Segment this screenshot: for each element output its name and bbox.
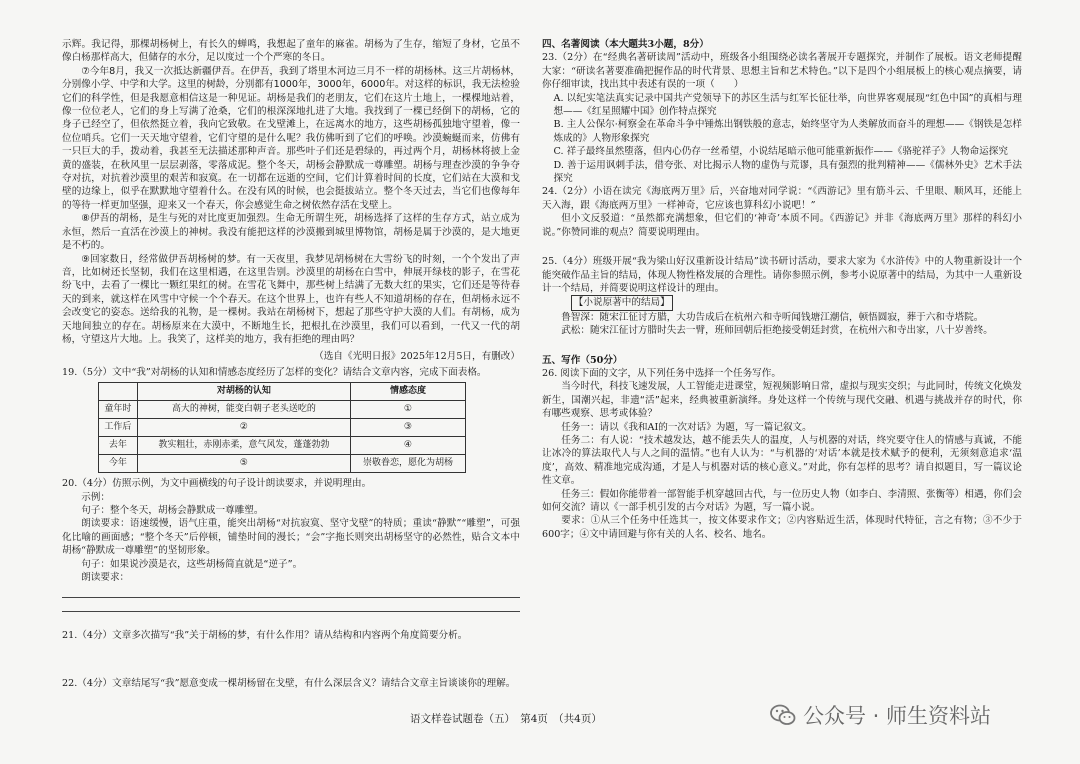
- section-heading: 四、名著阅读（本大题共3小题，8分）: [542, 39, 709, 50]
- section-heading: 五、写作（50分）: [542, 354, 623, 366]
- ending-lu-zhishen: 鲁智深：随宋江征讨方腊，大功告成后在杭州六和寺听闻钱塘江潮信，顿悟圆寂，葬于六和寺塔院。: [561, 311, 984, 323]
- question-21: 21.（4分）文章多次描写“我”关于胡杨的梦，有什么作用？请从结构和内容两个角度简要分析。: [62, 630, 468, 642]
- question-20: 20.（4分）仿照示例，为文中画横线的句子设计朗读要求，并说明理由。: [62, 478, 372, 490]
- example-requirement: 朗读要求：语速缓慢，语气庄重，能突出胡杨“对抗寂寞、坚守戈壁”的特质；重读“静默”“雕塑”，可强化比喻的画面感；“整个冬天”后停顿，铺垫时间的漫长；“会”字拖长则突出胡杨坚守的必然性，贴合文本中胡杨“静默成一尊雕塑”的坚韧形象。: [62, 518, 520, 557]
- writing-prompt: 当今时代，科技飞速发展，人工智能走进课堂，短视频影响日常，虚拟与现实交织；与此同时，传统文化焕发新生，国潮兴起，非遗“活”起来，经典被重新演绎。身处这样一个传统与现代交融、机遇与挑战并存的时代，你有哪些观察、思考或体验？: [542, 381, 1022, 420]
- page-footer: 语文样卷试题卷（五） 第4页 （共4页）: [410, 713, 602, 725]
- table-row: [99, 455, 466, 473]
- answer-line[interactable]: [62, 599, 520, 612]
- question-24-continued: 但小文反驳道：“虽然都充满想象，但它们的‘神奇’本质不同。《西游记》并非《海底两万里》那样的科幻小说。”你赞同谁的观点？简要说明理由。: [542, 213, 1022, 238]
- passage-paragraph: 示辉。我记得，那棵胡杨树上，有长久的蝉鸣，我想起了童年的麻雀。胡杨为了生存，缩短了身材，它虽不像白杨那样高大，但储存的水分，足以度过一个个严寒的冬日。: [62, 39, 520, 64]
- table-cell: 教实粗壮，赤刚赤柔，意气风发，蓬蓬勃勃: [137, 437, 350, 455]
- question-22: 22.（4分）文章结尾写“我”愿意变成一棵胡杨留在戈壁，有什么深层含义？请结合文章主旨谈谈你的理解。: [62, 677, 516, 689]
- table-cell: 工作后: [99, 419, 138, 437]
- passage-source: （选自《光明日报》2025年12月5日，有删改）: [314, 351, 520, 363]
- table-row: [99, 401, 466, 419]
- table-cell: ③: [350, 419, 465, 437]
- table-cell: 崇敬眷恋，愿化为胡杨: [350, 455, 465, 473]
- passage-paragraph: ⑧伊吾的胡杨，是生与死的对比度更加强烈。生命无所谓生死，胡杨选择了这样的生存方式，站立成为永恒，然后一直活在沙漠上的神树。我没有能把这样的沙漠搬到城里博物馆，胡杨是属于沙漠的，是大地更是不朽的。: [62, 213, 520, 252]
- table-cell: ①: [350, 401, 465, 419]
- task-one: 任务一：请以《我和AI的一次对话》为题，写一篇记叙文。: [561, 421, 812, 433]
- table-row: [99, 437, 466, 455]
- task-two: 任务二：有人说：“技术越发达，越不能丢失人的温度，人与机器的对话，终究要守住人的情感与真诚，不能让冰冷的算法取代人与人之间的温情。”也有人认为：“与机器的‘对话’本就是技术赋予的便利，无须刻意追求‘温度’，高效、精准地完成沟通，才是人与机器对话的核心意义。”对此，你有怎样的思考？请自拟题目，写一篇议论性文章。: [542, 434, 1022, 487]
- table-cell: 童年时: [99, 401, 138, 419]
- option-c: C. 祥子最终虽然堕落，但内心仍存一丝希望，小说结尾暗示他可能重新振作——《骆驼祥子》人物命运探究: [553, 146, 1008, 158]
- passage-paragraph: ⑨回家数日，经常做伊吾胡杨树的梦。有一天夜里，我梦见胡杨树在大雪纷飞的时刻，一个个发出了声音，比如树还长坚韧，我们在这里相遇，在这里告别。沙漠里的胡杨在白雪中，伸展开绿枝的影子，在雪花纷飞中，去看了一棵比一颗红果红的树。在雪花飞舞中，那些树上结满了无数大红的果实，它们还是等待春天的到来，就这样在风雪中守候一个个春天。在这个世界上，也许有些人不知道胡杨的存在，但胡杨永远不会改变它的姿态。送给我的礼物，是一棵树。我站在胡杨树下，想起了那些守护大漠的人们。有胡杨，成为天地间独立的存在。胡杨原来在大漠中，不断地生长，把根扎在沙漠里，我们可以看到，一代又一代的胡杨，守望这片大地。上。我笑了，这样美的地方，我有拒绝的理由吗？: [62, 253, 520, 345]
- answer-label: 朗读要求：: [81, 572, 130, 583]
- right-column: [542, 38, 1022, 541]
- question-23: 23.（2分）在“经典名著研读周”活动中，班级各小组围绕必读名著展开专题探究，并制作了展板。语文老师提醒大家：“研读名著要准确把握作品的时代背景、思想主旨和艺术特色。”以下是四个小组展板上的核心观点摘要，请你仔细审读，找出其中表述有误的一项（ ）: [542, 52, 1022, 91]
- original-ending-label: 【小说原著中的结局】: [571, 295, 673, 310]
- watermark: [770, 700, 991, 730]
- table-row: [99, 419, 466, 437]
- answer-line[interactable]: [62, 585, 520, 598]
- table-cell: 今年: [99, 455, 138, 473]
- writing-requirements: 要求：①从三个任务中任选其一，按文体要求作文；②内容贴近生活，体现时代特征，言之有物；③不少于600字；④文中请回避与你有关的人名、校名、地名。: [542, 515, 1022, 540]
- ending-wu-song: 武松：随宋江征讨方腊时失去一臂，班师回朝后拒绝接受朝廷封赏，在杭州六和寺出家，八十岁善终。: [561, 325, 993, 337]
- table-cell: ④: [350, 437, 465, 455]
- table-header: 对胡杨的认知: [137, 383, 350, 401]
- table-cell: ②: [137, 419, 350, 437]
- option-b: B. 主人公保尔·柯察金在革命斗争中锤炼出钢铁般的意志，始终坚守为人类解放而奋斗的理想——《钢铁是怎样炼成的》人物形象探究: [553, 119, 1022, 144]
- task-three: 任务三：假如你能带着一部智能手机穿越回古代，与一位历史人物（如李白、李清照、张衡等）相遇，你们会如何交流？请以《一部手机引发的古今对话》为题，写一篇小说。: [542, 488, 1022, 513]
- target-sentence: 句子：如果说沙漠是衣，这些胡杨简直就是“逆子”。: [81, 558, 303, 570]
- wechat-icon: [770, 703, 796, 727]
- question-19-table: [98, 382, 466, 473]
- question-24: 24.（2分）小语在读完《海底两万里》后，兴奋地对同学说：“《西游记》里有筋斗云、千里眼、顺风耳，还能上天入海，跟《海底两万里》一样神奇，它应该也算科幻小说吧！”: [542, 186, 1022, 211]
- question-19: 19.（5分）文中“我”对胡杨的认知和情感态度经历了怎样的变化？请结合文章内容，完成下面表格。: [62, 366, 487, 378]
- option-a: A. 以纪实笔法真实记录中国共产党领导下的苏区生活与红军长征壮举，向世界客观展现“红色中国”的真相与理想——《红星照耀中国》创作特点探究: [553, 92, 1022, 118]
- table-header: 情感态度: [350, 383, 465, 401]
- question-25: 25.（4分）班级开展“我为梁山好汉重新设计结局”读书研讨活动，要求大家为《水浒传》中的人物重新设计一个能突破作品主旨的结局，体现人物性格发展的合理性。请你参照示例，参考小说原著中的结局，为其中一人重新设计一个结局，并简要说明这样设计的理由。: [542, 256, 1022, 294]
- table-cell: 高大的神树，能变白朝子老头送吃的: [137, 401, 350, 419]
- example-sentence: 句子：整个冬天，胡杨会静默成一尊雕塑。: [81, 504, 264, 516]
- table-cell: 去年: [99, 437, 138, 455]
- passage-paragraph: ⑦今年8月，我又一次抵达新疆伊吾。在伊吾，我到了塔里木河边三月不一样的胡杨林。这三片胡杨林，分别像小学、中学和大学。这里的树龄，分别都有1000年，3000年，6000年。对这样的标识，我无法检验它们的科学性，但是我愿意相信这是一种见证。胡杨是我们的老朋友，它们在这片土地上，一棵棵地站着，像一位位老人，它们的身上写满了沧桑，它们的根深深地扎进了大地。我找到了一棵已经倒下的胡杨，它的身子已经空了，但依然挺立着，我向它致敬。在戈壁滩上，在远离水的地方，这些胡杨孤独地守望着，像一位位哨兵。它们一天天地守望着，它们守望的是什么呢？我仿佛听到了它们的呼唤。沙漠蜿蜒而来，仿佛有一只巨大的手，拨动着，我甚至无法描述那种声音。那些叶子们还是碧绿的，再过两个月，胡杨林将披上金黄的盛装，在秋风里一层层剥落，零落成泥。整个冬天，胡杨会静默成一尊雕塑。胡杨与理查沙漠的争争夺夺对抗，对抗着沙漠里的艰苦和寂寞。在一切都在远逝的空间，它们计算着时间的长度，它们站在大漠和戈壁的边缘上，似乎在默默地守望着什么。在没有风的时候，也会挺拔站立。整个冬天过去，当它们也像每年的等待一样更加坚强，迎来又一个春天，你会感觉生命之树依然存活在戈壁上。: [62, 65, 520, 211]
- left-column: [62, 38, 520, 690]
- option-d: D. 善于运用讽刺手法，借夸张、对比揭示人物的虚伪与荒谬，具有强烈的批判精神——《儒林外史》艺术手法探究: [553, 159, 1022, 185]
- example-label: 示例：: [81, 491, 110, 503]
- table-cell: ⑤: [137, 455, 350, 473]
- question-26: 26. 阅读下面的文字，从下列任务中选择一个任务写作。: [542, 367, 781, 379]
- table-header: [99, 383, 138, 401]
- watermark-text: 公众号 · 师生资料站: [803, 704, 992, 728]
